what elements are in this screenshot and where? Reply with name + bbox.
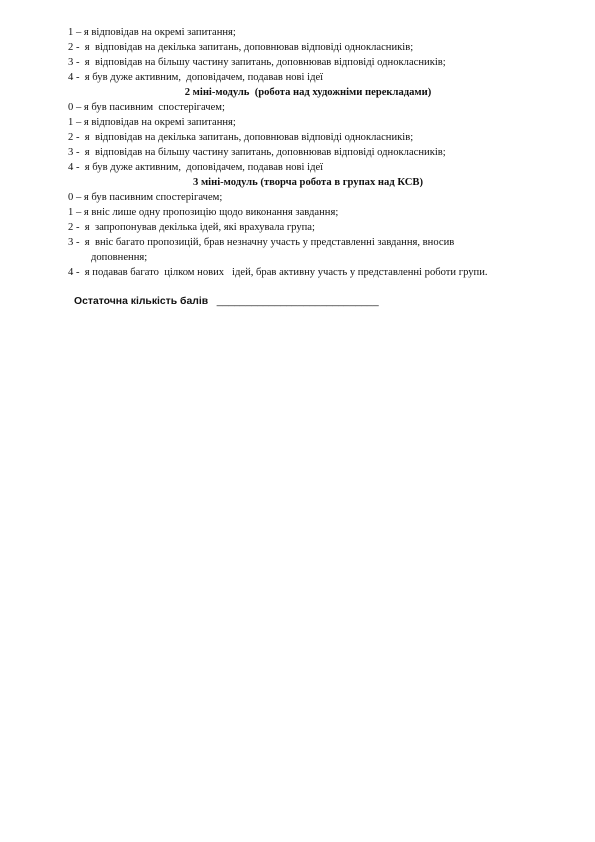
criteria-line: 3 - я відповідав на більшу частину запитань, доповнював відповіді однокласників; [68, 57, 446, 68]
criteria-line: 4 - я подавав багато цілком нових ідей, брав активну участь у представленні роботи групи. [68, 267, 488, 278]
final-score-blank-line: ____________________________ [216, 296, 379, 307]
section-1 [68, 25, 548, 85]
criteria-line: 0 – я був пасивним спостерігачем; [68, 102, 225, 113]
criteria-line: 0 – я був пасивним спостерігачем; [68, 192, 223, 203]
criteria-line: 1 – я відповідав на окремі запитання; [68, 27, 236, 38]
final-score-label: Остаточна кількість балів [74, 296, 209, 307]
criteria-line: 2 - я відповідав на декілька запитань, доповнював відповіді однокласників; [68, 132, 414, 143]
criteria-line: 2 - я запропонував декілька ідей, які врахувала група; [68, 222, 315, 233]
criteria-line: 2 - я відповідав на декілька запитань, доповнював відповіді однокласників; [68, 42, 414, 53]
criteria-line: 4 - я був дуже активним, доповідачем, подавав нові ідеї [68, 72, 324, 83]
criteria-line: 1 – я відповідав на окремі запитання; [68, 117, 236, 128]
section-2 [68, 85, 548, 175]
section-3 [68, 175, 548, 280]
document-content [68, 25, 548, 309]
final-score-blank [211, 296, 379, 307]
criteria-line-continuation: доповнення; [91, 252, 148, 263]
section-heading: 2 міні-модуль (робота над художніми перекладами) [184, 87, 432, 98]
section-heading: 3 міні-модуль (творча робота в групах над КСВ) [193, 177, 423, 188]
final-score-row [68, 294, 548, 309]
criteria-line: 1 – я вніс лише одну пропозицію щодо виконання завдання; [68, 207, 339, 218]
criteria-line: 3 - я вніс багато пропозицій, брав незначну участь у представленні завдання, вносив [68, 237, 455, 248]
criteria-line: 4 - я був дуже активним, доповідачем, подавав нові ідеї [68, 162, 324, 173]
criteria-line: 3 - я відповідав на більшу частину запитань, доповнював відповіді однокласників; [68, 147, 446, 158]
